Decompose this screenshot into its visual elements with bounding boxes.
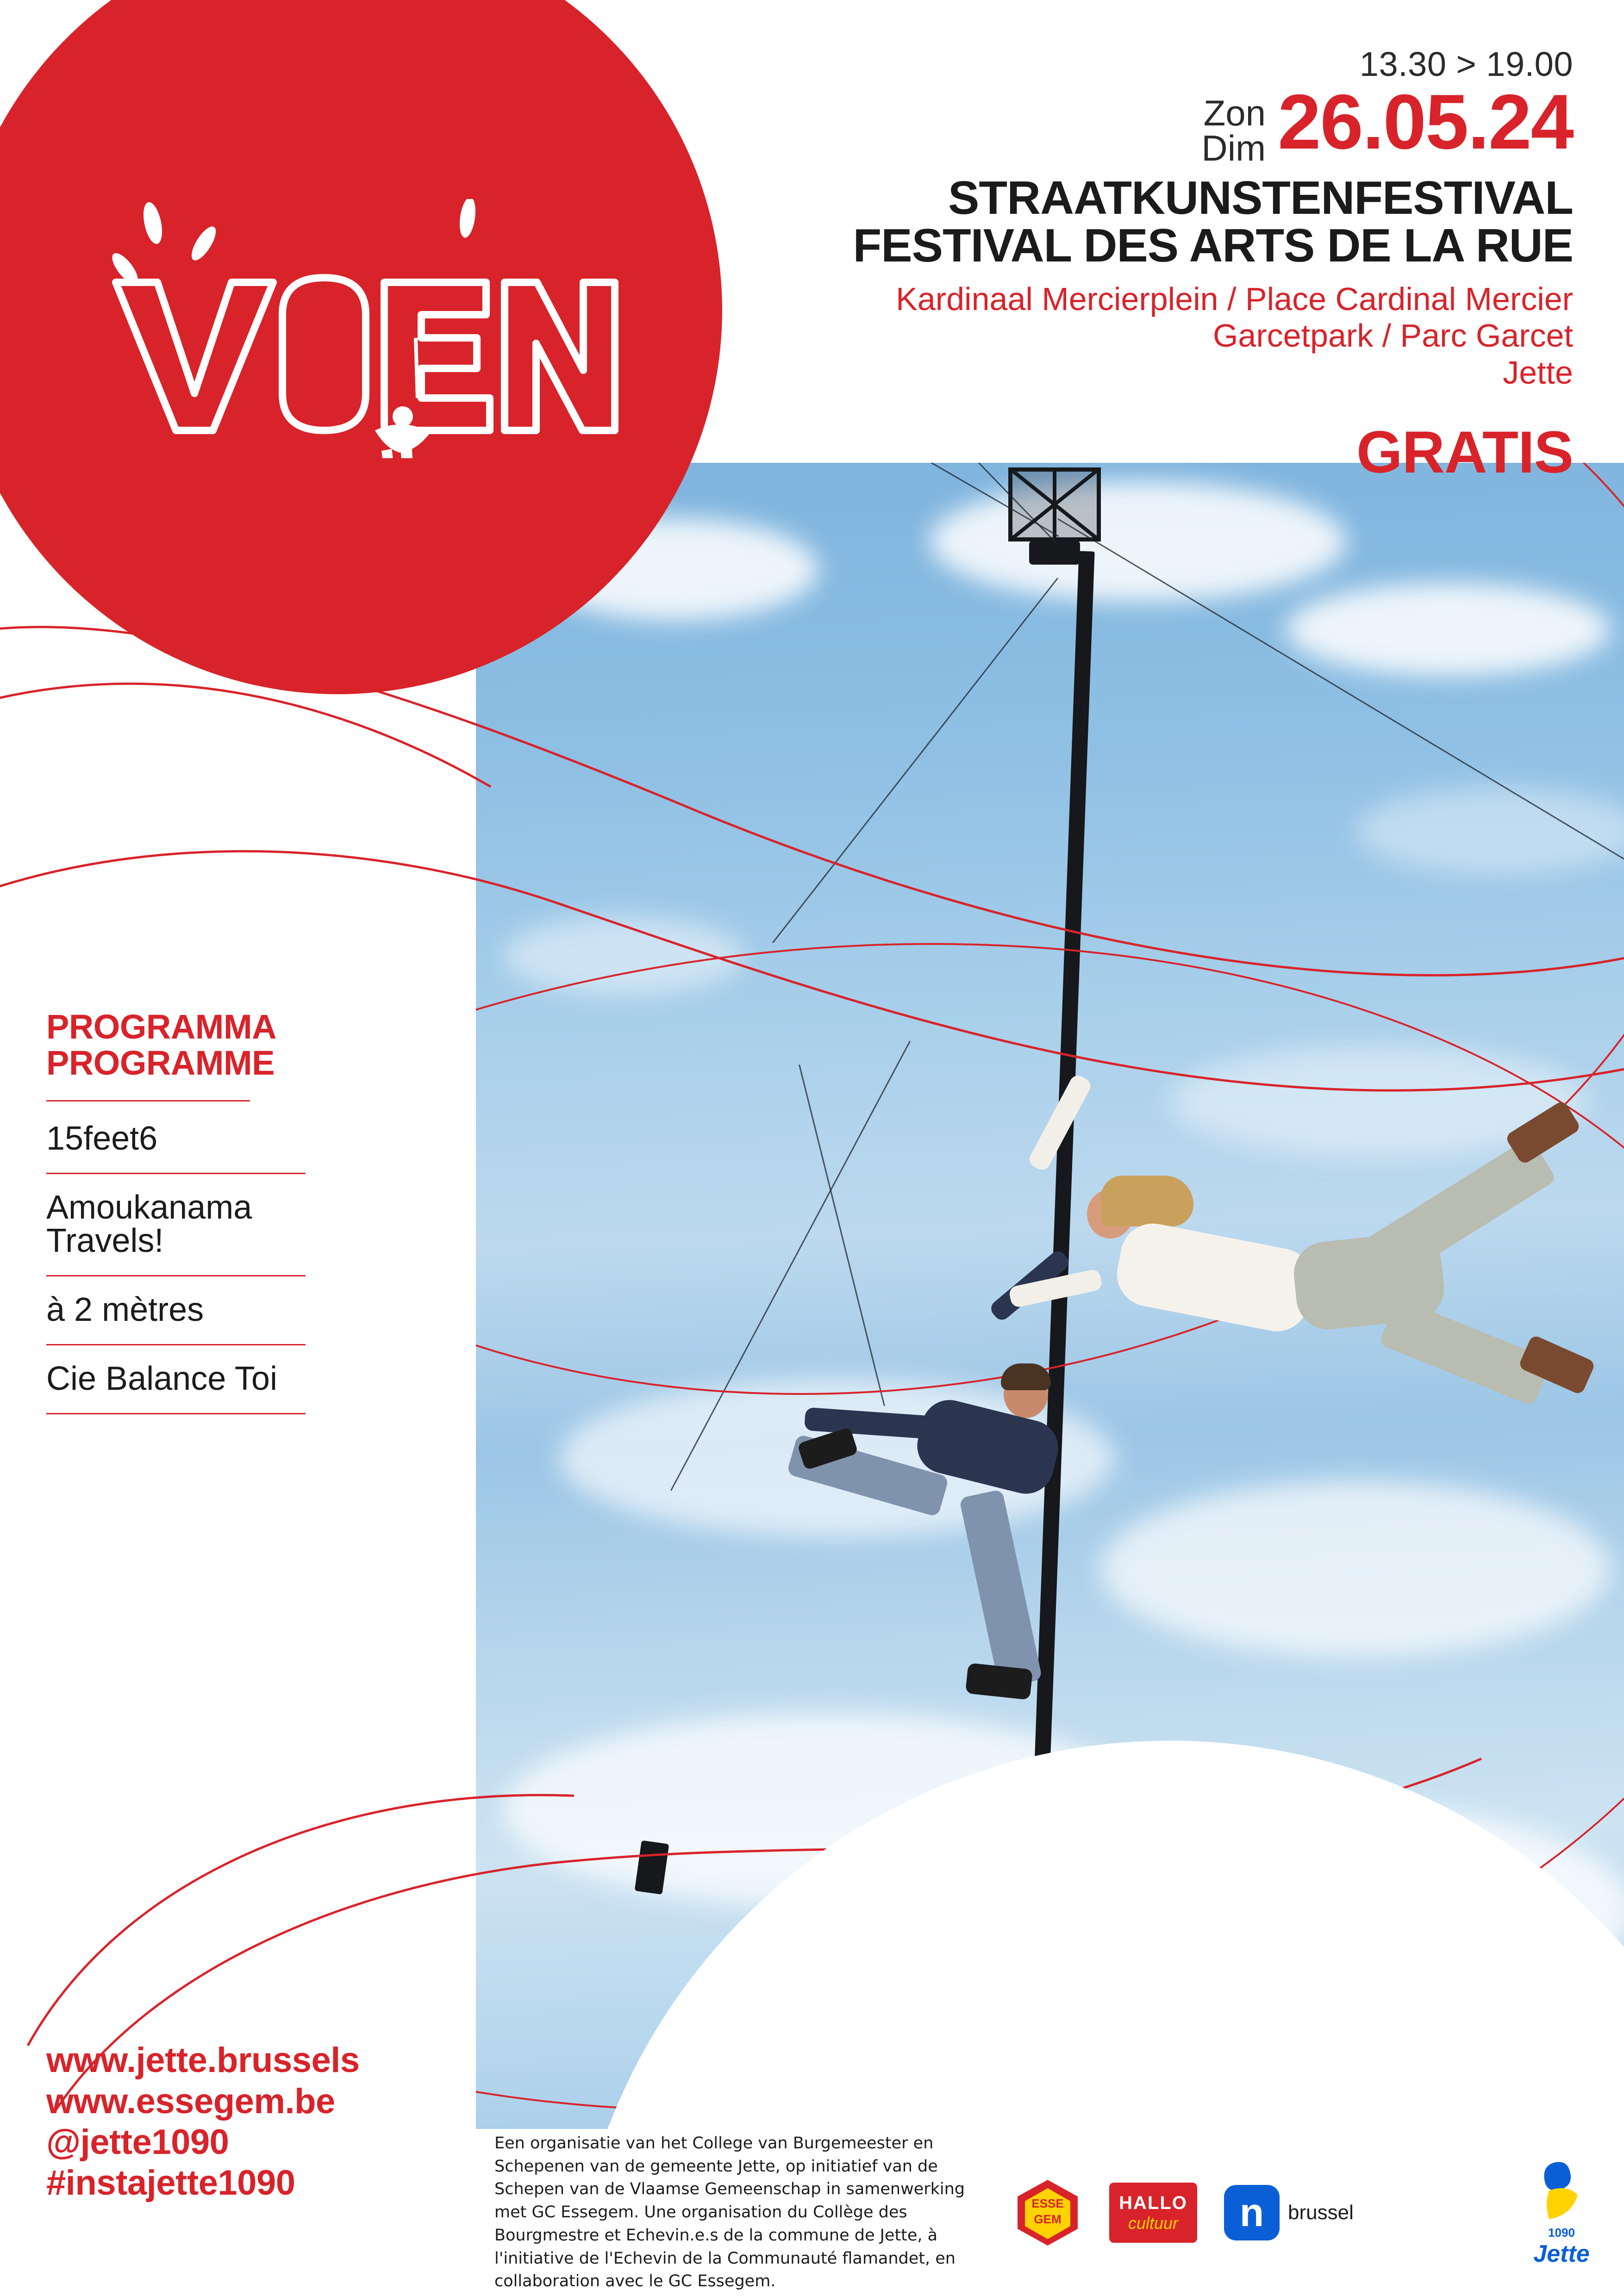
essegem-line-2: GEM	[1034, 2212, 1062, 2226]
festival-title-nl: STRAATKUNSTENFESTIVAL	[948, 172, 1573, 224]
day-labels	[1201, 85, 1278, 169]
festival-title-fr: FESTIVAL DES ARTS DE LA RUE	[853, 219, 1573, 272]
hallo-cultuur-logo	[1109, 2183, 1197, 2243]
link-website-essegem[interactable]: www.essegem.be	[46, 2081, 335, 2121]
venue-line-1: Kardinaal Mercierplein / Place Cardinal Mercier	[896, 280, 1573, 317]
programme-block	[46, 1009, 444, 1431]
day-label-fr: Dim	[1201, 128, 1266, 169]
header-block	[777, 46, 1573, 486]
programme-item: Amoukanama Travels!	[46, 1191, 306, 1276]
nbrussel-logo	[1224, 2185, 1354, 2240]
jette-name: Jette	[1533, 2240, 1590, 2267]
programme-item: Cie Balance Toi	[46, 1362, 306, 1414]
venue-line-3: Jette	[1503, 355, 1573, 391]
programme-item: 15feet6	[46, 1122, 306, 1174]
acrobat-white	[1018, 1129, 1573, 1546]
free-badge: GRATIS	[1356, 419, 1573, 485]
hallo-line-2: cultuur	[1128, 2213, 1179, 2233]
essegem-line-1: ESSE	[1031, 2196, 1064, 2210]
venue-block	[777, 281, 1573, 392]
footer-block	[476, 2129, 1624, 2296]
essegem-logo	[1013, 2178, 1082, 2247]
date-row	[777, 78, 1573, 169]
voenk-wordmark	[97, 199, 634, 458]
link-social-handle[interactable]: @jette1090	[46, 2122, 229, 2162]
nbrussel-mark: n	[1224, 2185, 1280, 2240]
jette-postcode: 1090	[1548, 2225, 1575, 2240]
link-website-jette[interactable]: www.jette.brussels	[46, 2041, 360, 2080]
nbrussel-label: brussel	[1288, 2201, 1354, 2224]
footer-credits: Een organisatie van het College van Burgemeester en Schepenen van de gemeente Jette, op initiatief van de Schepen van de Vlaamse Gemeenschap in samenwerking met GC Essegem. Une organisation du Collège des Bourgmestre et Echevin.e.s de la commune de Jette, à l'initiative de l'Echevin de la Communauté flamandet, en collaboration avec le GC Essegem.	[494, 2134, 965, 2291]
programme-title-fr: PROGRAMME	[46, 1044, 275, 1083]
jette-logo	[1527, 2158, 1596, 2268]
programme-item: à 2 mètres	[46, 1293, 306, 1345]
event-hours: 13.30 > 19.00	[1359, 45, 1573, 83]
jette-mark-icon	[1527, 2158, 1596, 2223]
event-date: 26.05.24	[1278, 78, 1573, 165]
link-social-hashtag[interactable]: #instajette1090	[46, 2163, 295, 2203]
hallo-line-1: HALLO	[1119, 2192, 1187, 2213]
programme-title-nl: PROGRAMMA	[46, 1008, 277, 1046]
programme-divider	[46, 1100, 250, 1101]
links-block	[46, 2040, 360, 2203]
venue-line-2: Garcetpark / Parc Garcet	[1212, 317, 1573, 354]
footer-logos	[994, 2158, 1624, 2268]
day-label-nl: Zon	[1203, 92, 1266, 133]
